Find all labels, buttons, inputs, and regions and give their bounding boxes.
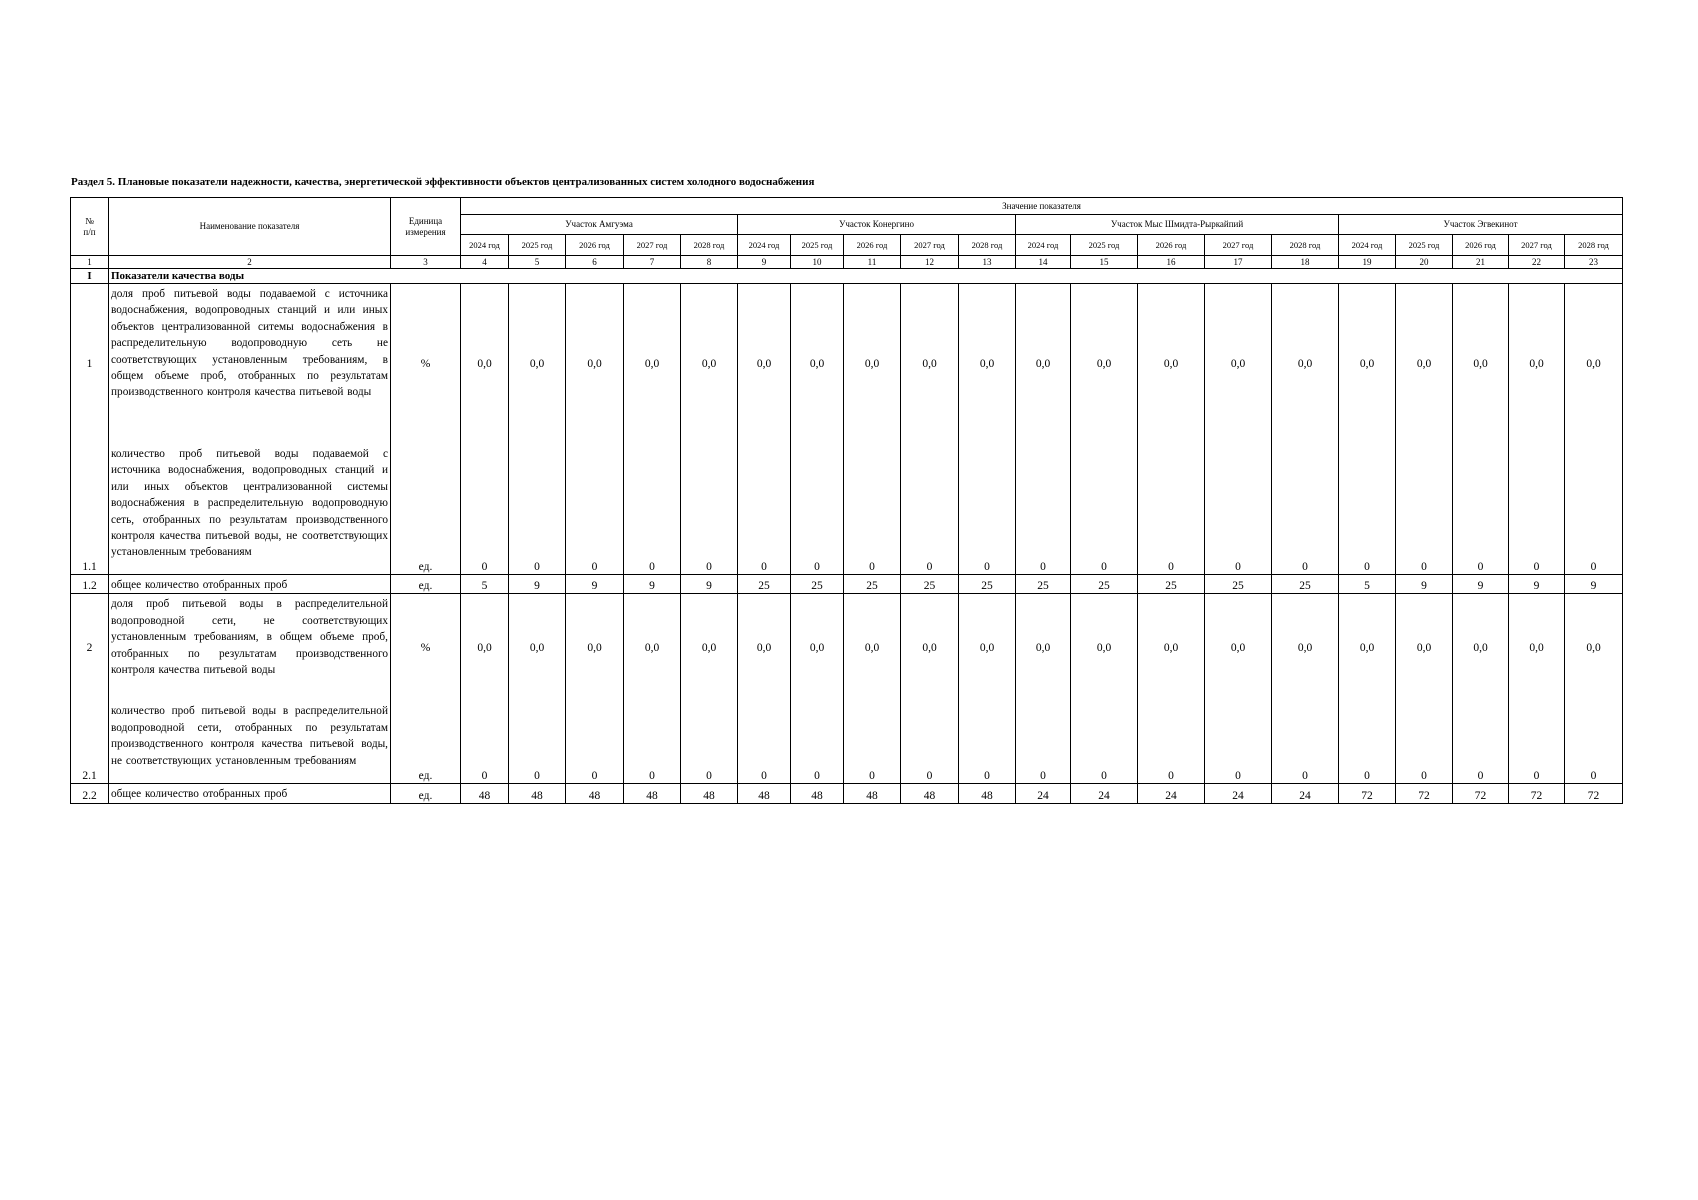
header-name: Наименование показателя [109, 198, 391, 256]
value-cell: 0,0 [1016, 594, 1071, 702]
column-number: 18 [1272, 256, 1339, 269]
column-number: 11 [844, 256, 901, 269]
year-header: 2028 год [959, 235, 1016, 256]
value-cell: 0,0 [901, 594, 959, 702]
indicators-table [70, 197, 1623, 804]
value-cell: 48 [624, 784, 681, 803]
value-cell: 25 [959, 575, 1016, 594]
value-cell: 48 [959, 784, 1016, 803]
value-cell: 0,0 [1565, 284, 1623, 445]
value-cell: 0,0 [1272, 594, 1339, 702]
value-cell: 0 [461, 701, 509, 784]
value-cell: 0,0 [461, 594, 509, 702]
year-header: 2024 год [461, 235, 509, 256]
year-header: 2027 год [624, 235, 681, 256]
value-cell: 9 [1509, 575, 1565, 594]
value-cell: 0,0 [681, 284, 738, 445]
column-number: 10 [791, 256, 844, 269]
column-number: 20 [1396, 256, 1453, 269]
indicator-name: доля проб питьевой воды подаваемой с источника водоснабжения, водопроводных станций и или иных объектов централизованной ситемы водоснабжения в распределительную водопроводную сеть не соответствующих установленным требованиям, в общем объеме проб, отобранных по результатам производственного контроля качества питьевой воды [109, 284, 391, 445]
year-header: 2026 год [844, 235, 901, 256]
year-header: 2026 год [566, 235, 624, 256]
value-cell: 25 [901, 575, 959, 594]
value-cell: 0,0 [1071, 284, 1138, 445]
value-cell: 0,0 [959, 284, 1016, 445]
value-cell: 0 [1138, 701, 1205, 784]
value-cell: 24 [1016, 784, 1071, 803]
value-cell: 25 [1016, 575, 1071, 594]
value-cell: 0 [738, 701, 791, 784]
value-cell: 0,0 [624, 594, 681, 702]
value-cell: 0 [1509, 701, 1565, 784]
value-cell: 9 [509, 575, 566, 594]
value-cell: 0,0 [959, 594, 1016, 702]
table-row [71, 575, 1623, 594]
value-cell: 0 [1016, 701, 1071, 784]
indicator-name: количество проб питьевой воды в распределительной водопроводной сети, отобранных по результатам производственного контроля качества питьевой воды, не соответствующих установленным требованиям [109, 701, 391, 784]
value-cell: 0,0 [1396, 594, 1453, 702]
column-number: 17 [1205, 256, 1272, 269]
value-cell: 0 [1565, 701, 1623, 784]
value-cell: 0,0 [461, 284, 509, 445]
value-cell: 0 [681, 444, 738, 575]
column-number: 6 [566, 256, 624, 269]
value-cell: 0,0 [738, 284, 791, 445]
value-cell: 0 [1396, 444, 1453, 575]
value-cell: 0,0 [566, 284, 624, 445]
year-header: 2025 год [791, 235, 844, 256]
year-header: 2024 год [1339, 235, 1396, 256]
column-number: 4 [461, 256, 509, 269]
value-cell: 0 [566, 701, 624, 784]
unit-cell: ед. [391, 575, 461, 594]
value-cell: 0 [1339, 444, 1396, 575]
value-cell: 48 [681, 784, 738, 803]
value-cell: 48 [844, 784, 901, 803]
year-header: 2028 год [1272, 235, 1339, 256]
value-cell: 0,0 [738, 594, 791, 702]
value-cell: 72 [1396, 784, 1453, 803]
column-number: 16 [1138, 256, 1205, 269]
value-cell: 0,0 [624, 284, 681, 445]
column-number: 21 [1453, 256, 1509, 269]
unit-cell: ед. [391, 444, 461, 575]
year-header: 2026 год [1453, 235, 1509, 256]
table-row [71, 784, 1623, 803]
value-cell: 0 [1565, 444, 1623, 575]
year-header: 2028 год [681, 235, 738, 256]
column-number: 9 [738, 256, 791, 269]
header-num-label: № п/п [83, 215, 96, 237]
site-header: Участок Конергино [738, 215, 1016, 235]
year-header: 2025 год [509, 235, 566, 256]
value-cell: 0,0 [791, 284, 844, 445]
value-cell: 0,0 [509, 594, 566, 702]
value-cell: 0,0 [1396, 284, 1453, 445]
year-header: 2025 год [1071, 235, 1138, 256]
row-number: 2.2 [71, 784, 109, 803]
value-cell: 0,0 [566, 594, 624, 702]
value-cell: 25 [1138, 575, 1205, 594]
value-cell: 9 [566, 575, 624, 594]
header-num [71, 198, 109, 256]
value-cell: 0,0 [791, 594, 844, 702]
value-cell: 48 [791, 784, 844, 803]
value-cell: 0 [1071, 701, 1138, 784]
value-cell: 0 [844, 444, 901, 575]
value-cell: 0 [1272, 444, 1339, 575]
column-number: 3 [391, 256, 461, 269]
year-header: 2024 год [738, 235, 791, 256]
value-cell: 0,0 [1339, 284, 1396, 445]
value-cell: 25 [844, 575, 901, 594]
value-cell: 24 [1138, 784, 1205, 803]
value-cell: 0 [509, 444, 566, 575]
year-header: 2027 год [1205, 235, 1272, 256]
value-cell: 0,0 [901, 284, 959, 445]
header-unit: Единица измерения [391, 198, 461, 256]
value-cell: 0 [1453, 701, 1509, 784]
unit-cell: % [391, 594, 461, 702]
value-cell: 0 [1205, 701, 1272, 784]
column-number: 7 [624, 256, 681, 269]
value-cell: 0 [1272, 701, 1339, 784]
site-header: Участок Амгуэма [461, 215, 738, 235]
unit-cell: % [391, 284, 461, 445]
value-cell: 48 [738, 784, 791, 803]
value-cell: 48 [901, 784, 959, 803]
value-cell: 24 [1071, 784, 1138, 803]
table-row [71, 444, 1623, 575]
value-cell: 25 [738, 575, 791, 594]
value-cell: 0,0 [844, 594, 901, 702]
row-number: 1.2 [71, 575, 109, 594]
value-cell: 0,0 [1138, 594, 1205, 702]
value-cell: 0 [791, 701, 844, 784]
row-number: 2.1 [71, 701, 109, 784]
value-cell: 0 [509, 701, 566, 784]
value-cell: 9 [1396, 575, 1453, 594]
value-cell: 0 [1339, 701, 1396, 784]
value-cell: 0 [901, 701, 959, 784]
value-cell: 0,0 [509, 284, 566, 445]
value-cell: 0 [1016, 444, 1071, 575]
value-cell: 0,0 [1509, 594, 1565, 702]
column-number: 23 [1565, 256, 1623, 269]
indicator-name: общее количество отобранных проб [109, 575, 391, 594]
column-number: 13 [959, 256, 1016, 269]
value-cell: 0 [624, 701, 681, 784]
value-cell: 0 [624, 444, 681, 575]
year-header: 2027 год [1509, 235, 1565, 256]
site-header: Участок Эгвекинот [1339, 215, 1623, 235]
value-cell: 5 [1339, 575, 1396, 594]
value-cell: 25 [1071, 575, 1138, 594]
row-number: 1 [71, 284, 109, 445]
value-cell: 0,0 [1071, 594, 1138, 702]
unit-cell: ед. [391, 701, 461, 784]
value-cell: 0 [1396, 701, 1453, 784]
value-cell: 0,0 [1138, 284, 1205, 445]
value-cell: 9 [1453, 575, 1509, 594]
column-number: 12 [901, 256, 959, 269]
column-number: 22 [1509, 256, 1565, 269]
year-header: 2025 год [1396, 235, 1453, 256]
value-cell: 0,0 [1205, 594, 1272, 702]
value-cell: 0,0 [1339, 594, 1396, 702]
value-cell: 48 [509, 784, 566, 803]
value-cell: 0 [959, 444, 1016, 575]
year-header: 2027 год [901, 235, 959, 256]
value-cell: 9 [681, 575, 738, 594]
value-cell: 9 [624, 575, 681, 594]
value-cell: 0 [791, 444, 844, 575]
value-cell: 0,0 [1453, 284, 1509, 445]
column-number: 2 [109, 256, 391, 269]
indicator-name: количество проб питьевой воды подаваемой с источника водоснабжения, водопроводных станций и или иных объектов централизованной системы водоснабжения в распределительную водопроводную сеть, отобранных по результатам производственного контроля качества питьевой воды, не соответствующих установленным требованиям [109, 444, 391, 575]
value-cell: 0,0 [1272, 284, 1339, 445]
indicator-name: общее количество отобранных проб [109, 784, 391, 803]
site-header: Участок Мыс Шмидта-Рыркайпий [1016, 215, 1339, 235]
year-header: 2028 год [1565, 235, 1623, 256]
value-cell: 0,0 [1453, 594, 1509, 702]
value-cell: 0 [1205, 444, 1272, 575]
value-cell: 0 [566, 444, 624, 575]
value-cell: 25 [791, 575, 844, 594]
value-cell: 24 [1272, 784, 1339, 803]
value-cell: 72 [1565, 784, 1623, 803]
indicator-name: доля проб питьевой воды в распределительной водопроводной сети, не соответствующих установленным требованиям, в общем объеме проб, отобранных по результатам производственного контроля качества питьевой воды [109, 594, 391, 702]
value-cell: 5 [461, 575, 509, 594]
table-row [71, 594, 1623, 702]
year-header: 2024 год [1016, 235, 1071, 256]
value-cell: 0 [1071, 444, 1138, 575]
value-cell: 9 [1565, 575, 1623, 594]
value-cell: 48 [566, 784, 624, 803]
value-cell: 72 [1509, 784, 1565, 803]
value-cell: 0,0 [844, 284, 901, 445]
unit-cell: ед. [391, 784, 461, 803]
value-cell: 0 [461, 444, 509, 575]
document-title: Раздел 5. Плановые показатели надежности, качества, энергетической эффективности объектов централизованных систем холодного водоснабжения [71, 176, 815, 188]
value-cell: 48 [461, 784, 509, 803]
value-cell: 0 [959, 701, 1016, 784]
value-cell: 72 [1339, 784, 1396, 803]
value-cell: 0 [1453, 444, 1509, 575]
column-number: 14 [1016, 256, 1071, 269]
value-cell: 0 [844, 701, 901, 784]
value-cell: 25 [1272, 575, 1339, 594]
column-number: 19 [1339, 256, 1396, 269]
column-number: 8 [681, 256, 738, 269]
section-title: Показатели качества воды [109, 269, 1623, 284]
column-number: 15 [1071, 256, 1138, 269]
value-cell: 0 [738, 444, 791, 575]
column-number: 1 [71, 256, 109, 269]
value-cell: 0 [681, 701, 738, 784]
table-row [71, 284, 1623, 445]
value-cell: 0 [1138, 444, 1205, 575]
value-cell: 25 [1205, 575, 1272, 594]
value-cell: 0,0 [681, 594, 738, 702]
row-number: 2 [71, 594, 109, 702]
value-cell: 0,0 [1205, 284, 1272, 445]
year-header: 2026 год [1138, 235, 1205, 256]
value-cell: 0,0 [1016, 284, 1071, 445]
header-value: Значение показателя [461, 198, 1623, 215]
value-cell: 0 [901, 444, 959, 575]
value-cell: 0,0 [1509, 284, 1565, 445]
table-row [71, 701, 1623, 784]
row-number: 1.1 [71, 444, 109, 575]
section-number: I [71, 269, 109, 284]
column-number: 5 [509, 256, 566, 269]
value-cell: 0 [1509, 444, 1565, 575]
value-cell: 72 [1453, 784, 1509, 803]
value-cell: 0,0 [1565, 594, 1623, 702]
value-cell: 24 [1205, 784, 1272, 803]
